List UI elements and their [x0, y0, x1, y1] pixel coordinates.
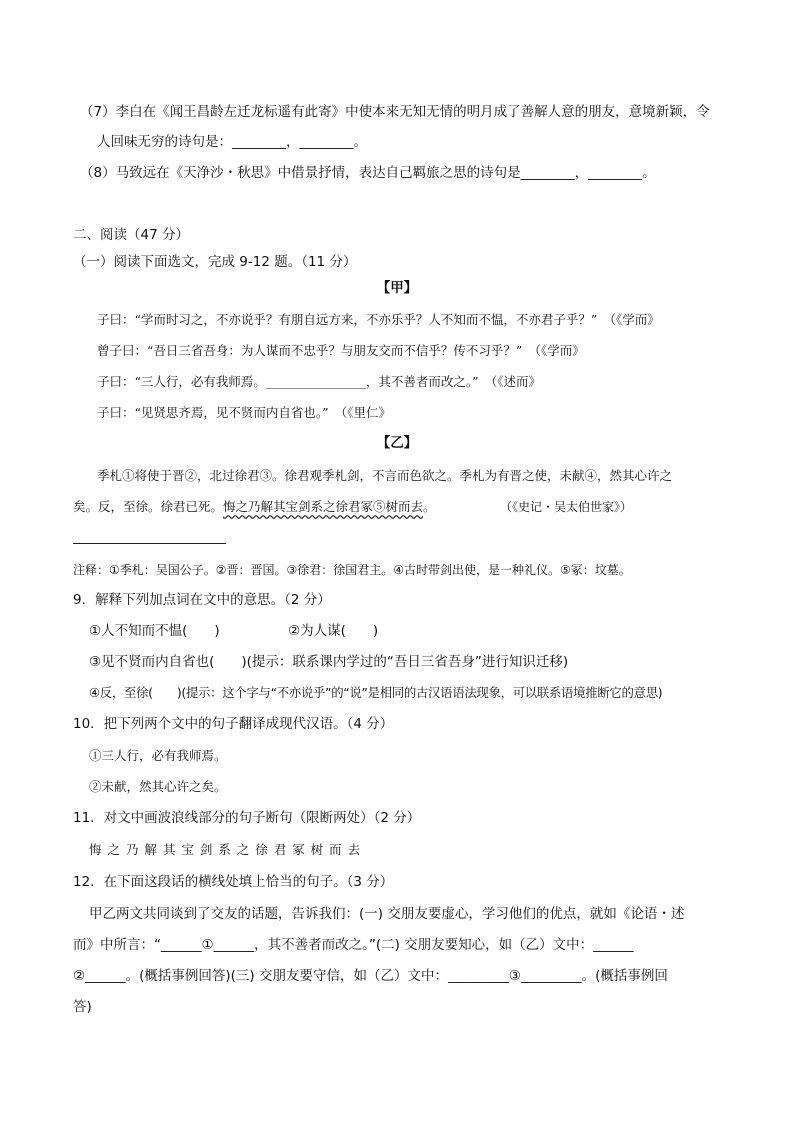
wavy-underlined-sentence: 悔之乃解其宝剑系之徐君冢⑤树而去 — [223, 499, 424, 514]
passage-yi-line2 — [73, 497, 436, 517]
question-10-item1: ①三人行，必有我师焉。 — [89, 748, 227, 763]
passage-yi-line2-pre: 矣。反，至徐。徐君已死。 — [73, 499, 224, 514]
passage-yi-line1: 季札①将使于晋②，北过徐君③。徐君观季札剑，不言而色欲之。季札为有晋之使，未献④，然其心许之 — [97, 468, 673, 483]
passage-jia-line: 子曰：“学而时习之，不亦说乎？有朋自远方来，不亦乐乎？人不知而不愠，不亦君子乎？” （《学而》 — [97, 312, 660, 327]
passage-yi-source: （《史记・吴太伯世家》） — [500, 500, 633, 514]
footnote-divider — [73, 543, 226, 544]
question-8-line1: （8）马致远在《天净沙・秋思》中借景抒情，表达自己羁旅之思的诗句是________，________。 — [80, 165, 656, 181]
question-9-item3: ③见不贤而内自省也( )(提示：联系课内学过的“吾日三省吾身”进行知识迁移) — [89, 654, 569, 670]
passage-yi-line2-post: 。 — [423, 499, 436, 514]
question-12-line2: 而》中所言：“______①______，其不善者而改之。”(二) 交朋友要知心，如（乙）文中：______ — [73, 937, 634, 953]
section-2-subtitle: （一）阅读下面选文，完成 9-12 题。（11 分） — [73, 254, 357, 270]
question-10-stem: 10．把下列两个文中的句子翻译成现代汉语。（4 分） — [73, 716, 394, 732]
question-12-line1: 甲乙两文共同谈到了交友的话题，告诉我们：(一) 交朋友要虚心，学习他们的优点，就如《论语・述 — [89, 906, 685, 922]
passage-jia-line: 子曰：“三人行，必有我师焉。________________，其不善者而改之。” （《述而》 — [97, 374, 542, 389]
question-12-line4: 答) — [73, 999, 92, 1015]
question-9-item1: ①人不知而不愠( ) — [89, 623, 220, 639]
question-9-item2: ②为人谋( ) — [288, 623, 379, 639]
passage-jia-line: 曾子曰：“吾日三省吾身：为人谋而不忠乎？与朋友交而不信乎？传不习乎？” （《学而》 — [97, 343, 585, 358]
footnotes: 注释：①季札：吴国公子。②晋：晋国。③徐君：徐国君主。④古时带剑出使，是一种礼仪。⑤冢：坟墓。 — [73, 563, 631, 577]
passage-jia-line: 子曰：“见贤思齐焉，见不贤而内自省也。” （《里仁》 — [97, 405, 392, 420]
question-10-item2: ②未献，然其心许之矣。 — [89, 779, 227, 794]
passage-yi-heading: 【乙】 — [376, 435, 418, 451]
question-9-stem: 9．解释下列加点词在文中的意思。（2 分） — [73, 592, 331, 608]
question-11-stem: 11．对文中画波浪线部分的句子断句（限断两处）（2 分） — [73, 810, 421, 826]
question-7-line1: （7）李白在《闻王昌龄左迁龙标遥有此寄》中使本来无知无情的明月成了善解人意的朋友，意境新颖，令 — [80, 104, 710, 120]
question-12-line3: ②______。(概括事例回答)(三) 交朋友要守信，如（乙）文中：_________③_________。(概括事例回 — [73, 968, 668, 984]
question-12-stem: 12．在下面这段话的横线处填上恰当的句子。（3 分） — [73, 874, 394, 890]
section-2-title: 二、阅读（47 分） — [73, 227, 189, 243]
question-7-line2: 人回味无穷的诗句是：________，________。 — [97, 134, 367, 150]
question-9-item4: ④反，至徐( )(提示：这个字与“不亦说乎”的“说”是相同的古汉语语法现象，可以联系语境推断它的意思) — [89, 685, 663, 700]
passage-jia-heading: 【甲】 — [376, 280, 418, 296]
question-11-sentence: 悔 之 乃 解 其 宝 剑 系 之 徐 君 冢 树 而 去 — [89, 842, 362, 857]
